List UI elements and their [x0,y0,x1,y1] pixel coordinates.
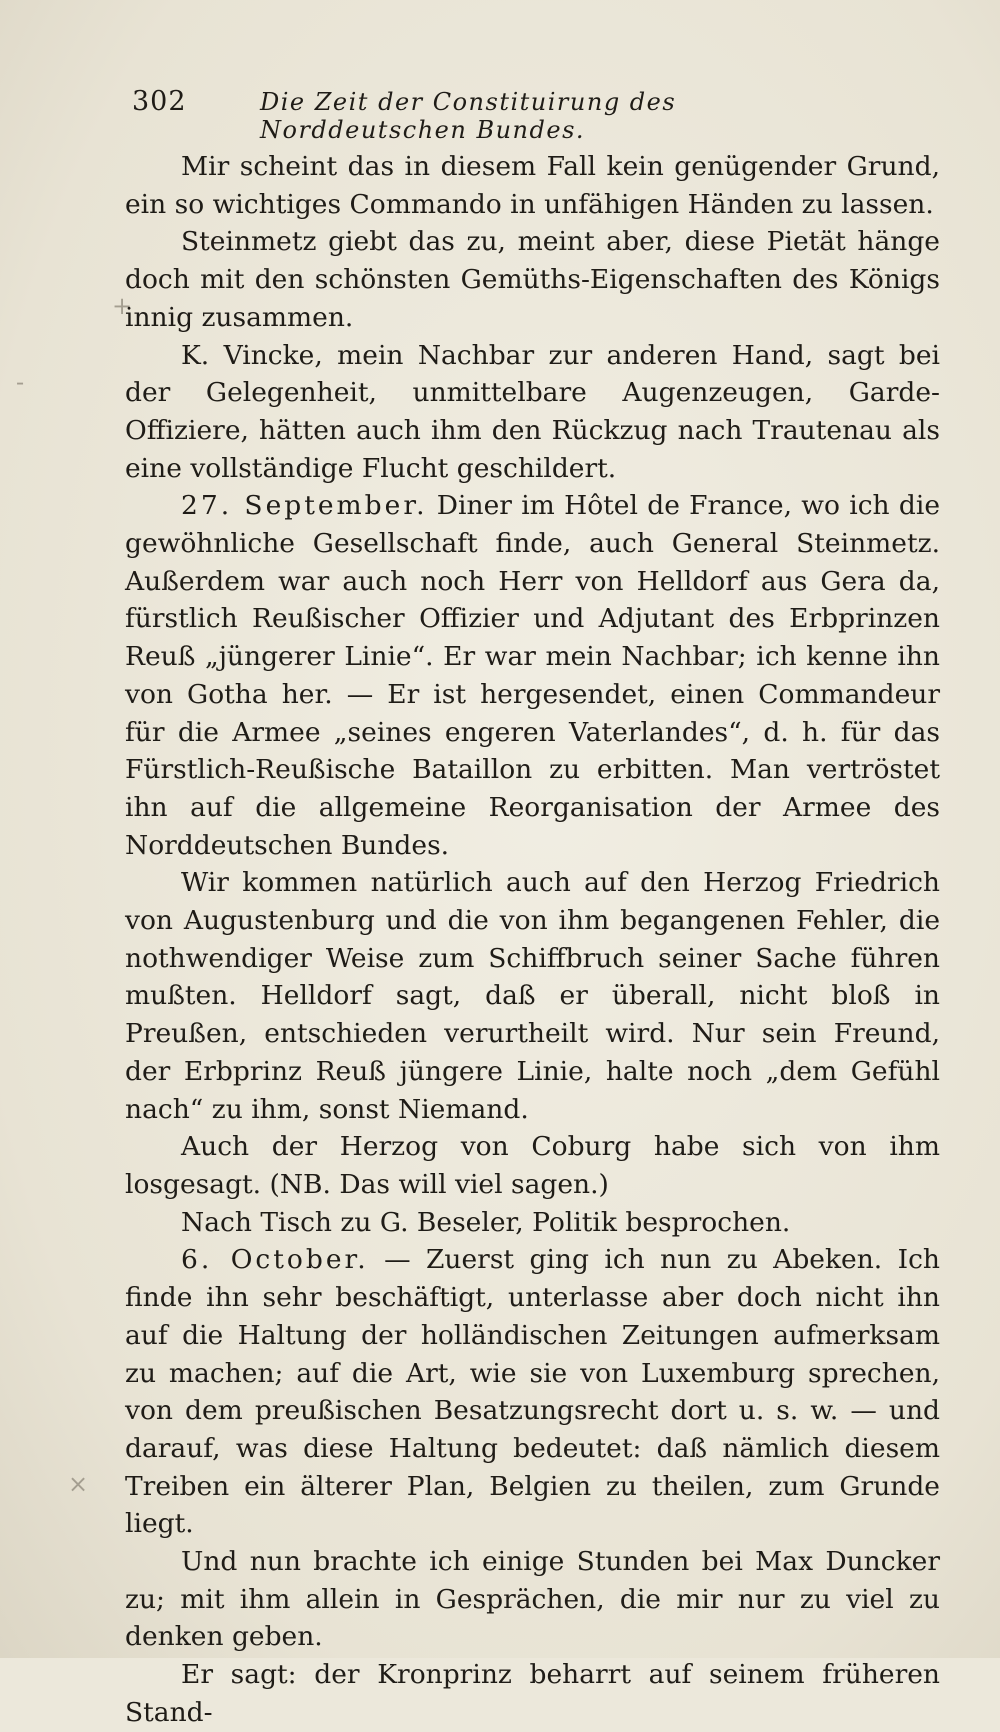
paragraph [125,1241,940,1543]
paragraph-text: Mir scheint das in diesem Fall kein genügender Grund, ein so wichtiges Commando in unfähigen Händen zu lassen. [125,151,940,220]
date-heading: 6. October. [181,1244,369,1276]
page-header [132,86,832,144]
paragraph-text: Auch der Herzog von Coburg habe sich von ihm losgesagt. (NB. Das will viel sagen.) [125,1131,940,1200]
paragraph [125,148,940,223]
paragraph-text: Er sagt: der Kronprinz beharrt auf seinem früheren Stand- [125,1659,940,1728]
paragraph [125,1128,940,1203]
paragraph [125,1543,940,1656]
page-number: 302 [132,86,187,117]
paragraph-text: Diner im Hôtel de France, wo ich die gewöhnliche Gesellschaft finde, auch General Steinmetz. Außerdem war auch noch Herr von Helldorf aus Gera da, fürstlich Reußischer Offizier und Adjutant des Erbprinzen Reuß „jüngerer Linie“. Er war mein Nachbar; ich kenne ihn von Gotha her. — Er ist hergesendet, einen Commandeur für die Armee „seines engeren Vaterlandes“, d. h. für das Fürstlich-Reußische Bataillon zu erbitten. Man vertröstet ihn auf die allgemeine Reorganisation der Armee des Norddeutschen Bundes. [125,490,940,861]
margin-mark: - [16,368,25,396]
margin-mark: + [112,292,133,320]
paragraph-text: K. Vincke, mein Nachbar zur anderen Hand, sagt bei der Gelegenheit, unmittelbare Augenzeugen, Garde-Offiziere, hätten auch ihm den Rückzug nach Trautenau als eine vollständige Flucht geschildert. [125,339,940,484]
paragraph [125,1656,940,1731]
paragraph [125,223,940,336]
paragraph-text: Nach Tisch zu G. Beseler, Politik besprochen. [181,1206,791,1238]
date-heading: 27. September. [181,490,428,522]
margin-mark: × [68,1470,89,1498]
running-title: Die Zeit der Constituirung des Norddeutschen Bundes. [260,88,677,144]
paragraph-text: — Zuerst ging ich nun zu Abeken. Ich finde ihn sehr beschäftigt, unterlasse aber doch nicht ihn auf die Haltung der holländischen Zeitungen aufmerksam zu machen; auf die Art, wie sie von Luxemburg sprechen, von dem preußischen Besatzungsrecht dort u. s. w. — und darauf, was diese Haltung bedeutet: daß nämlich diesem Treiben ein älterer Plan, Belgien zu theilen, zum Grunde liegt. [125,1244,940,1540]
paragraph [125,864,940,1128]
paragraph [125,487,940,864]
paragraph-text: Wir kommen natürlich auch auf den Herzog Friedrich von Augustenburg und die von ihm begangenen Fehler, die nothwendiger Weise zum Schiffbruch seiner Sache führen mußten. Helldorf sagt, daß er überall, nicht bloß in Preußen, entschieden verurtheilt wird. Nur sein Freund, der Erbprinz Reuß jüngere Linie, halte noch „dem Gefühl nach“ zu ihm, sonst Niemand. [125,867,940,1125]
paragraph-text: Und nun brachte ich einige Stunden bei Max Duncker zu; mit ihm allein in Gesprächen, die mir nur zu viel zu denken geben. [125,1546,940,1653]
paragraph [125,1204,940,1242]
paragraph [125,337,940,488]
page-body [125,148,940,1732]
paragraph-text: Steinmetz giebt das zu, meint aber, diese Pietät hänge doch mit den schönsten Gemüths-Eigenschaften des Königs innig zusammen. [125,226,940,333]
